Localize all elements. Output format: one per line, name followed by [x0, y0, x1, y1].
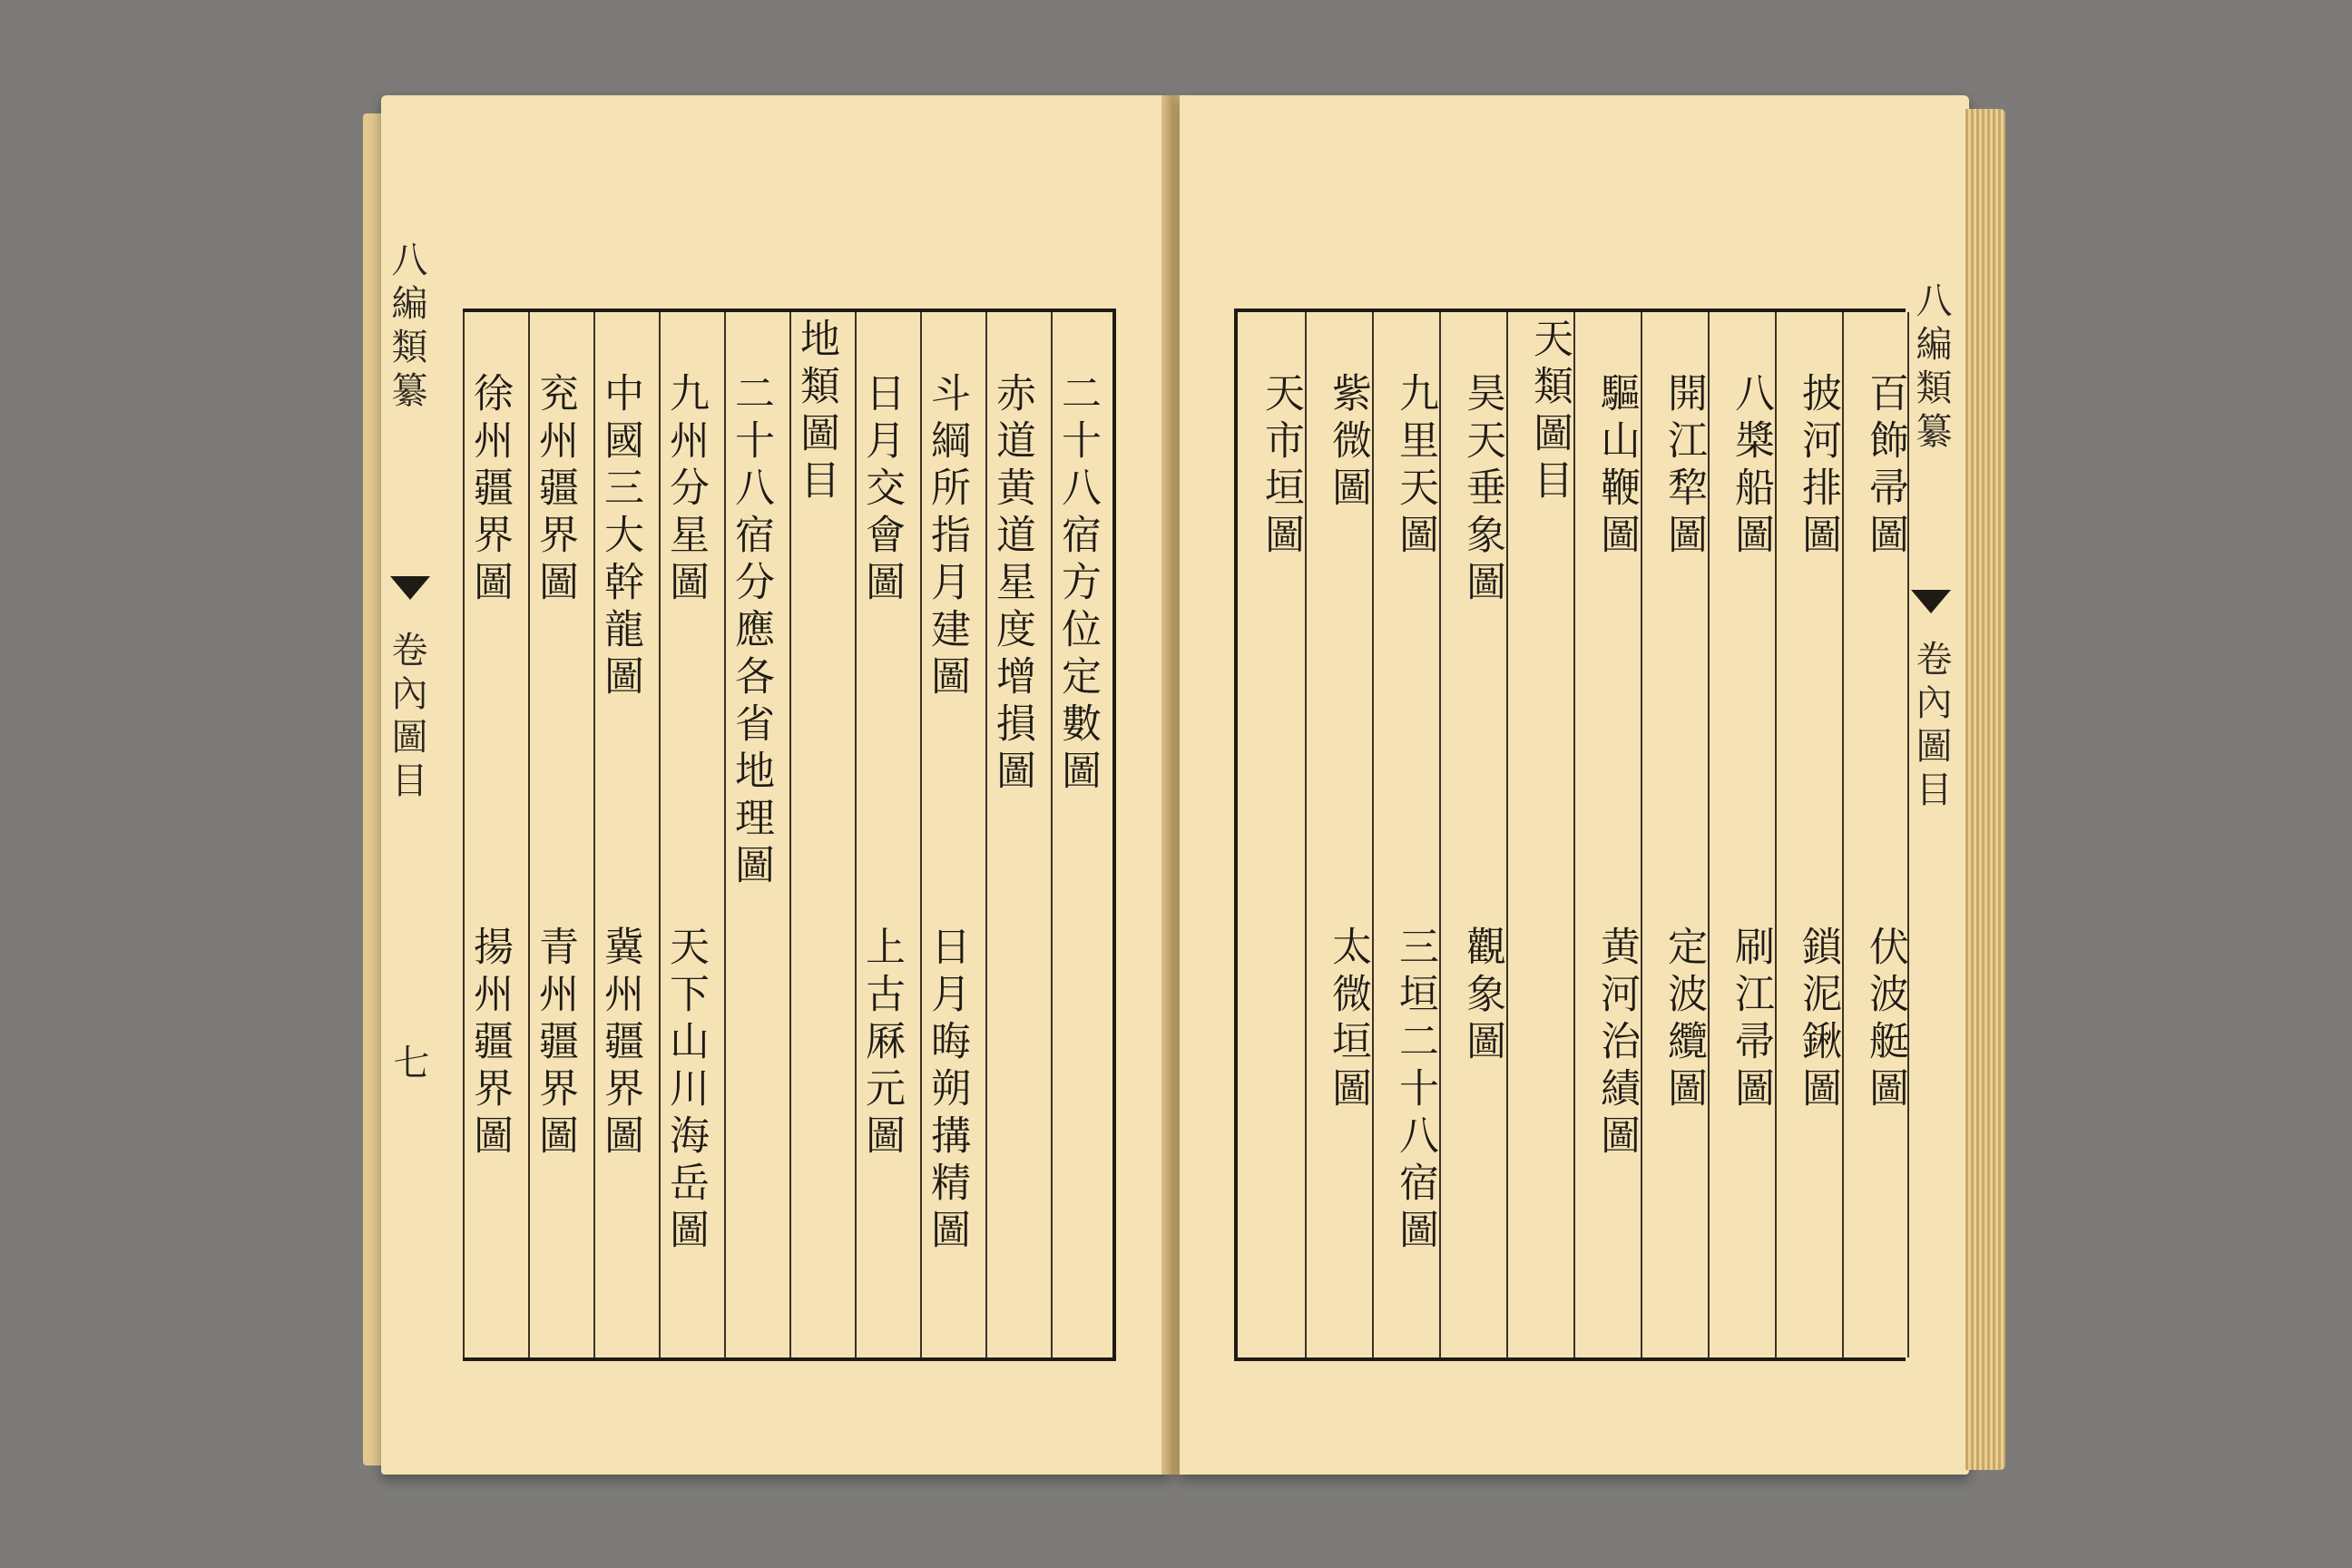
- book-edge-right: [1965, 109, 2005, 1470]
- right-col-5-top: 驅山鞭圖: [1593, 372, 1640, 561]
- left-col-9-bottom: 青州疆界圖: [532, 926, 578, 1161]
- right-banxin-title: 八編類纂: [1910, 281, 1952, 456]
- left-folio-number: 七: [387, 1044, 429, 1087]
- open-book: [363, 95, 2024, 1484]
- left-col-8-top: 中國三大幹龍圖: [597, 372, 643, 702]
- right-col-8-top: 九里天圖: [1392, 372, 1438, 561]
- left-col-4-bottom: 上古厤元圖: [858, 926, 905, 1161]
- right-col-5-bottom: 黄河治績圖: [1593, 926, 1640, 1161]
- left-col-3-top: 斗綱所指月建圖: [924, 372, 970, 702]
- left-col-6-top: 二十八宿分應各省地理圖: [728, 372, 774, 891]
- left-col-7-bottom: 天下山川海岳圖: [662, 926, 709, 1256]
- right-col-8-bottom: 三垣二十八宿圖: [1392, 926, 1438, 1256]
- right-page: [1180, 95, 1969, 1475]
- left-col-3-bottom: 日月晦朔搆精圖: [924, 926, 970, 1256]
- right-section-heading-heaven: 天類圖目: [1526, 318, 1573, 506]
- left-col-2-top: 赤道黄道星度增損圖: [989, 372, 1035, 797]
- left-fishtail-mark: [390, 576, 430, 600]
- right-col-1-bottom: 伏波艇圖: [1862, 926, 1908, 1114]
- right-col-10-top: 天市垣圖: [1258, 372, 1304, 561]
- right-fishtail-mark: [1911, 590, 1951, 613]
- left-col-9-top: 兖州疆界圖: [532, 372, 578, 608]
- left-col-4-top: 日月交會圖: [858, 372, 905, 608]
- right-col-7-bottom: 觀象圖: [1459, 926, 1505, 1067]
- left-page: [381, 95, 1171, 1475]
- left-banxin-section: 卷內圖目: [386, 631, 427, 805]
- right-col-9-bottom: 太微垣圖: [1325, 926, 1371, 1114]
- right-col-2-bottom: 鎖泥鍬圖: [1795, 926, 1841, 1114]
- right-col-1-top: 百飾帚圖: [1862, 372, 1908, 561]
- left-section-heading-earth: 地類圖目: [793, 318, 839, 506]
- right-col-3-bottom: 刷江帚圖: [1728, 926, 1774, 1114]
- left-banxin-title: 八編類纂: [386, 240, 427, 415]
- left-col-10-bottom: 揚州疆界圖: [466, 926, 513, 1161]
- right-col-2-top: 披河排圖: [1795, 372, 1841, 561]
- right-col-3-top: 八槳船圖: [1728, 372, 1774, 561]
- left-col-10-top: 徐州疆界圖: [466, 372, 513, 608]
- right-col-4-bottom: 定波纜圖: [1661, 926, 1707, 1114]
- right-banxin-section: 卷內圖目: [1910, 640, 1952, 814]
- left-col-8-bottom: 冀州疆界圖: [597, 926, 643, 1161]
- right-col-7-top: 昊天垂象圖: [1459, 372, 1505, 608]
- right-col-9-top: 紫微圖: [1325, 372, 1371, 514]
- right-col-4-top: 開江犂圖: [1661, 372, 1707, 561]
- left-col-7-top: 九州分星圖: [662, 372, 709, 608]
- left-col-1-top: 二十八宿方位定數圖: [1054, 372, 1101, 797]
